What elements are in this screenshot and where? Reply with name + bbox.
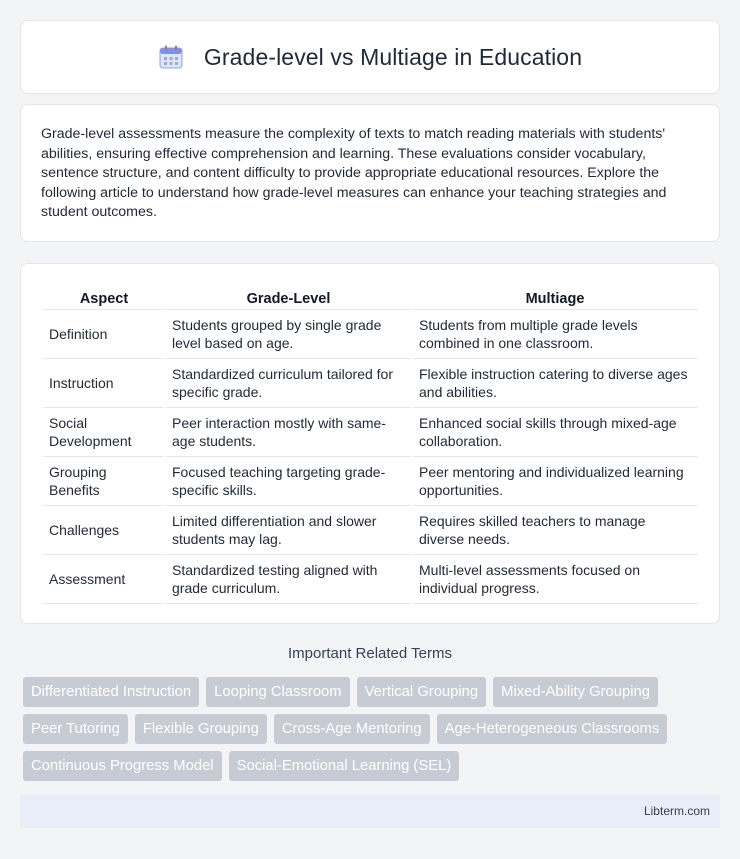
header-aspect: Aspect [43, 286, 165, 309]
related-term-tag[interactable]: Mixed-Ability Grouping [493, 677, 658, 707]
cell-grade-level: Students grouped by single grade level based on age. [165, 309, 412, 358]
table-row [43, 358, 698, 407]
related-term-tag[interactable]: Flexible Grouping [135, 714, 267, 744]
footer [20, 795, 720, 828]
cell-aspect: Assessment [43, 554, 165, 603]
table-row [43, 309, 698, 358]
cell-grade-level: Limited differentiation and slower students may lag. [165, 505, 412, 554]
cell-aspect: Challenges [43, 505, 165, 554]
table-row [43, 407, 698, 456]
related-term-tag[interactable]: Cross-Age Mentoring [274, 714, 430, 744]
cell-grade-level: Focused teaching targeting grade-specific skills. [165, 456, 412, 505]
cell-aspect: Definition [43, 309, 165, 358]
related-term-tag[interactable]: Age-Heterogeneous Classrooms [437, 714, 668, 744]
header-multiage: Multiage [412, 286, 698, 309]
related-terms-list [23, 677, 723, 781]
related-term-tag[interactable]: Peer Tutoring [23, 714, 128, 744]
cell-multiage: Students from multiple grade levels combined in one classroom. [412, 309, 698, 358]
cell-grade-level: Standardized curriculum tailored for specific grade. [165, 358, 412, 407]
related-term-tag[interactable]: Social-Emotional Learning (SEL) [229, 751, 460, 781]
header-card [20, 20, 720, 94]
cell-multiage: Enhanced social skills through mixed-age collaboration. [412, 407, 698, 456]
cell-multiage: Flexible instruction catering to diverse ages and abilities. [412, 358, 698, 407]
table-row [43, 505, 698, 554]
comparison-table [43, 286, 698, 604]
cell-aspect: Instruction [43, 358, 165, 407]
cell-multiage: Peer mentoring and individualized learning opportunities. [412, 456, 698, 505]
related-term-tag[interactable]: Continuous Progress Model [23, 751, 222, 781]
cell-multiage: Requires skilled teachers to manage diverse needs. [412, 505, 698, 554]
page-title: Grade-level vs Multiage in Education [203, 43, 583, 70]
cell-aspect: Grouping Benefits [43, 456, 165, 505]
comparison-table-card [20, 263, 720, 624]
cell-aspect: Social Development [43, 407, 165, 456]
footer-source-link[interactable]: Libterm.com [643, 804, 710, 818]
table-row [43, 554, 698, 603]
header-grade-level: Grade-Level [165, 286, 412, 309]
calendar-icon [158, 44, 184, 70]
related-terms-title: Important Related Terms [288, 645, 452, 662]
table-header-row [43, 286, 698, 309]
table-row [43, 456, 698, 505]
cell-grade-level: Standardized testing aligned with grade curriculum. [165, 554, 412, 603]
cell-grade-level: Peer interaction mostly with same-age students. [165, 407, 412, 456]
related-term-tag[interactable]: Vertical Grouping [357, 677, 487, 707]
related-term-tag[interactable]: Differentiated Instruction [23, 677, 199, 707]
cell-multiage: Multi-level assessments focused on individual progress. [412, 554, 698, 603]
intro-card [20, 104, 720, 242]
intro-text: Grade-level assessments measure the complexity of texts to match reading materials with students' abilities, ensuring effective comprehension and learning. These evaluations consider vocabulary, sentence structure, and content difficulty to provide appropriate educational resources. Explore the following article to understand how grade-level measures can enhance your teaching strategies and student outcomes. [41, 126, 667, 221]
related-term-tag[interactable]: Looping Classroom [206, 677, 350, 707]
